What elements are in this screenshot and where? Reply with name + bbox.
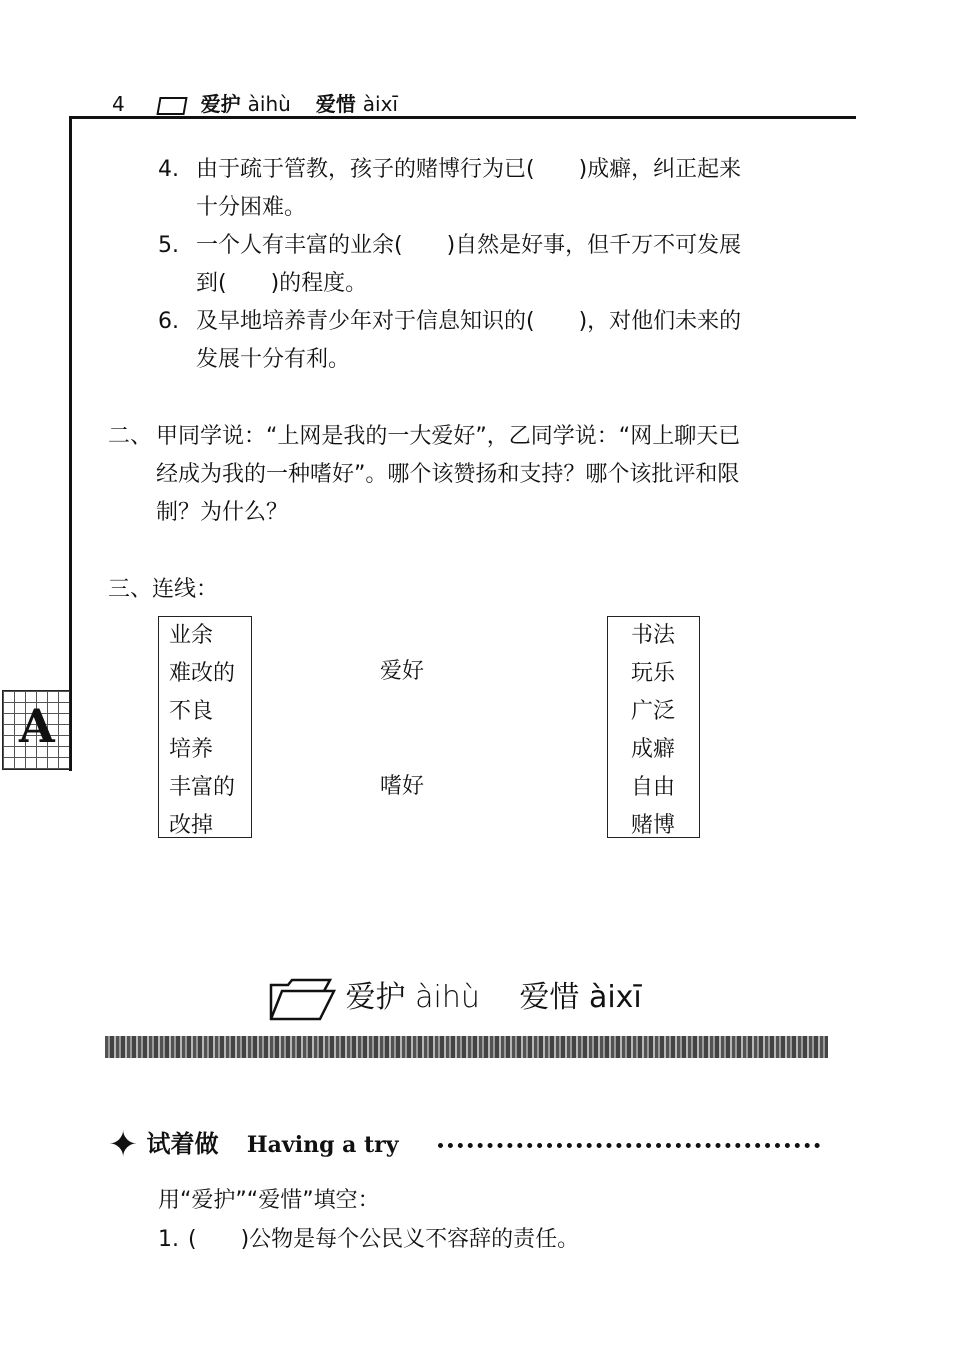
- side-tab-grid: [2, 690, 70, 770]
- match-left-item[interactable]: 不良: [169, 699, 214, 724]
- match-left-item[interactable]: 培养: [169, 737, 214, 762]
- try-instruction: 用“爱护”“爱惜”填空：: [158, 1188, 380, 1213]
- section-text: 制？为什么？: [156, 500, 289, 525]
- page-number: 4: [112, 92, 125, 116]
- try-title-cn: 试着做: [146, 1130, 219, 1158]
- match-left-item[interactable]: 丰富的: [169, 775, 236, 800]
- item-number: 6.: [158, 309, 179, 334]
- header-pinyin-b: àixī: [362, 92, 398, 116]
- lesson-pinyin-b: àixī: [588, 980, 642, 1015]
- match-middle-item[interactable]: 爱好: [380, 659, 425, 684]
- matching-right-column: [607, 616, 700, 838]
- match-right-item[interactable]: 赌博: [631, 813, 676, 838]
- side-tab-letter: A: [19, 699, 55, 753]
- item-text: 到( )的程度。: [196, 271, 368, 296]
- textured-divider: [105, 1036, 828, 1058]
- lesson-title-a: 爱护: [345, 980, 406, 1015]
- match-middle-item[interactable]: 嗜好: [380, 774, 425, 799]
- item-text: 一个人有丰富的业余( )自然是好事，但千万不可发展: [196, 233, 742, 258]
- header-title-b: 爱惜: [315, 92, 356, 116]
- item-number: 4.: [158, 157, 179, 182]
- section-text: 经成为我的一种嗜好”。哪个该赞扬和支持？哪个该批评和限: [156, 462, 740, 487]
- match-left-item[interactable]: 难改的: [169, 661, 236, 686]
- item-number: 5.: [158, 233, 179, 258]
- four-point-star-icon: ✦: [108, 1124, 139, 1166]
- match-right-item[interactable]: 自由: [631, 775, 676, 800]
- exercise-item-4: [158, 151, 741, 227]
- section-2: [108, 418, 740, 532]
- lesson-pinyin-a: àihù: [415, 980, 480, 1015]
- try-item-1: [158, 1221, 579, 1259]
- item-number: 1.: [158, 1227, 179, 1252]
- header-rule: [70, 116, 856, 119]
- running-header: [112, 88, 398, 117]
- exercise-item-6: [158, 303, 741, 379]
- exercise-item-5: [158, 227, 741, 303]
- match-left-item[interactable]: 改掉: [169, 813, 214, 838]
- try-heading: [108, 1124, 399, 1166]
- header-pinyin-a: àihù: [247, 92, 291, 116]
- match-right-item[interactable]: 成癖: [631, 737, 676, 762]
- match-right-item[interactable]: 玩乐: [631, 661, 676, 686]
- item-text: 及早地培养青少年对于信息知识的( )，对他们未来的: [196, 309, 742, 334]
- margin-rule: [69, 116, 72, 771]
- match-left-item[interactable]: 业余: [169, 623, 214, 648]
- lesson-heading: [268, 972, 642, 1021]
- lesson-title-b: 爱惜: [519, 980, 580, 1015]
- item-text: ( )公物是每个公民义不容辞的责任。: [188, 1227, 580, 1252]
- section-text: 甲同学说：“上网是我的一大爱好”，乙同学说：“网上聊天已: [156, 424, 741, 449]
- item-text: 由于疏于管教，孩子的赌博行为已( )成癖，纠正起来: [196, 157, 742, 182]
- try-title-en: Having a try: [246, 1132, 399, 1158]
- match-right-item[interactable]: 广泛: [631, 699, 676, 724]
- folder-icon: [268, 977, 336, 1021]
- item-text: 发展十分有利。: [196, 347, 351, 372]
- section-3-label: 三、连线：: [108, 577, 219, 602]
- section-label: 二、: [108, 424, 153, 449]
- header-title-a: 爱护: [200, 92, 241, 116]
- match-right-item[interactable]: 书法: [631, 623, 676, 648]
- dotted-leader: [438, 1143, 820, 1148]
- folder-icon: [156, 97, 187, 115]
- item-text: 十分困难。: [196, 195, 307, 220]
- exercise-list: [158, 151, 741, 379]
- matching-left-column: [158, 616, 252, 838]
